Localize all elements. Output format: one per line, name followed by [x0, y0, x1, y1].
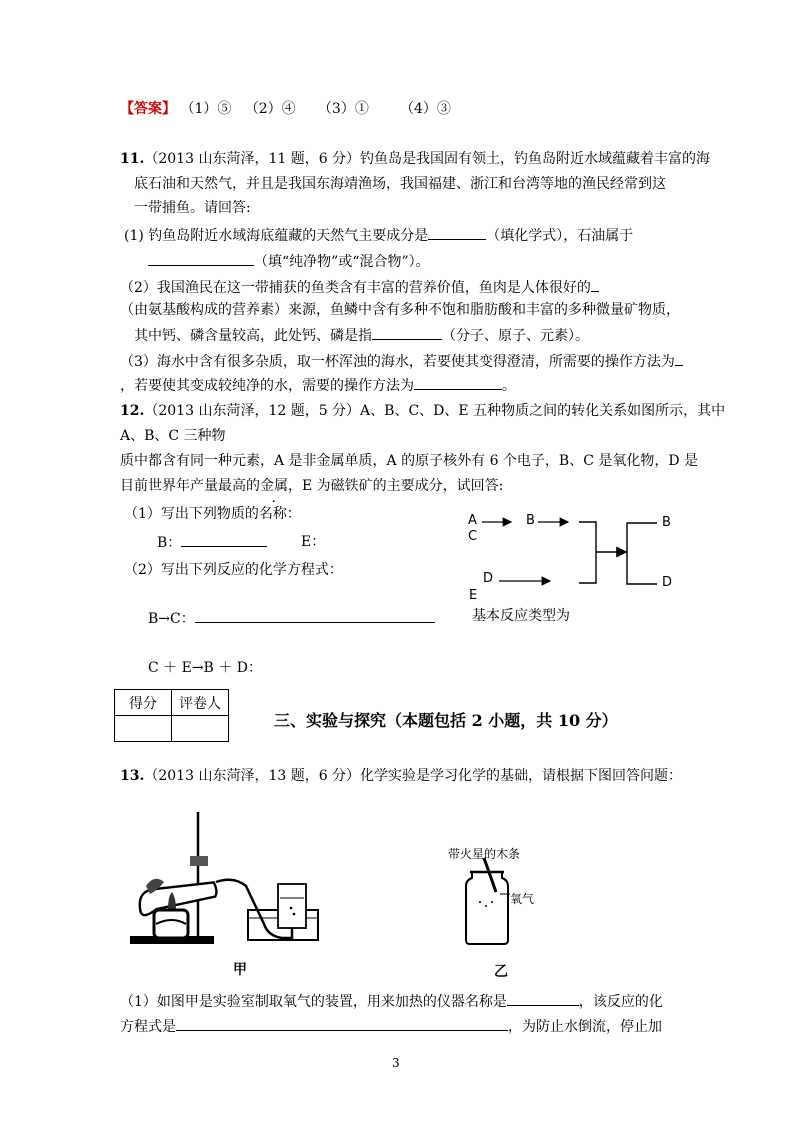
q13-part-1-text-d: ，为防止水倒流，停止加 [508, 1019, 662, 1035]
q12-line-4: 目前世界年产量最高的金属，E 为磁铁矿的主要成分，试回答: [120, 478, 504, 494]
q12-part-1-text-a: （1）写出下列物质的 [124, 506, 259, 522]
page-number: 3 [392, 1056, 400, 1070]
grader-header: 评卷人 [172, 690, 229, 716]
diagram-label-a: A [468, 513, 477, 528]
figure-yi-label: 乙 [494, 964, 508, 980]
q11-blank-5[interactable] [675, 351, 683, 366]
q13-blank-2[interactable] [176, 1016, 508, 1031]
q12-blank-bc[interactable] [195, 608, 435, 623]
q11-text-1: （2013 山东菏泽，11 题，6 分）钓鱼岛是我国固有领土，钓鱼岛附近水域蕴藏着丰富的海 [144, 151, 711, 167]
section-3-title: 三、实验与探究（本题包括 2 小题，共 10 分） [274, 711, 618, 730]
splint-label: 带火星的木条 [448, 847, 521, 861]
q11-part-3-line-1 [120, 351, 683, 372]
alcohol-lamp [154, 910, 188, 938]
q12-line-3: 质中都含有同一种元素，A 是非金属单质，A 的原子核外有 6 个电子，B、C 是氧化物，D 是 [120, 453, 699, 469]
q12-part-2: （2）写出下列反应的化学方程式： [124, 562, 343, 578]
diagram-label-d: D [483, 571, 494, 586]
q11-part-2-text-a: （2）我国渔民在这一带捕获的鱼类含有丰富的营养价值，鱼肉是人体很好的 [120, 280, 591, 296]
q12-part-1 [124, 504, 301, 524]
q13-part-1-line-1 [120, 991, 663, 1012]
q13-blank-1[interactable] [507, 991, 579, 1006]
q11-part-2-text-d: （分子、原子、元素）。 [442, 328, 589, 344]
answer-item-3: （3）① [317, 101, 369, 117]
score-cell[interactable] [115, 716, 172, 742]
q13-line-1 [120, 766, 682, 786]
q11-part-3-text-a: （3）海水中含有很多杂质，取一杯浑浊的海水，若要使其变得澄清，所需要的操作方法为 [120, 354, 675, 370]
bracket-right [627, 523, 657, 584]
q11-line-1 [120, 149, 710, 169]
clamp [190, 856, 208, 866]
q11-blank-2[interactable] [148, 251, 254, 266]
q12-e-label: E： [301, 534, 326, 550]
q11-blank-3[interactable] [591, 277, 599, 292]
q12-ce-line: C ＋ E→B ＋ D： [148, 660, 262, 676]
gas-jar [278, 884, 306, 928]
q11-line-2: 底石油和天然气，并且是我国东海靖渔场，我国福建、浙江和台湾等地的渔民经常到这 [134, 176, 666, 192]
grader-cell[interactable] [172, 716, 229, 742]
q12-line-2: A、B、C 三种物 [120, 428, 226, 444]
score-table [114, 689, 229, 742]
q12-part-1-text-c: ： [286, 506, 301, 522]
q12-line-1 [120, 401, 725, 421]
diagram-label-b-out: B [662, 515, 671, 530]
q12-part-1-emphasis: 名称 [258, 506, 287, 522]
q12-number: 12. [120, 403, 145, 419]
figure-jia-label: 甲 [233, 962, 247, 978]
q13-part-1-text-a: （1）如图甲是实验室制取氧气的装置，用来加热的仪器名称是 [120, 994, 507, 1010]
q13-part-1-text-b: ，该反应的化 [578, 994, 663, 1010]
bracket-left [579, 522, 596, 583]
q11-blank-4[interactable] [372, 325, 442, 340]
q11-number: 11. [120, 151, 145, 167]
q11-part-1-text-a: (1) 钓鱼岛附近水域海底蕴藏的天然气主要成分是 [124, 228, 429, 244]
q13-text-1: （2013 山东菏泽，13 题，6 分）化学实验是学习化学的基础，请根据下图回答问题： [144, 768, 683, 784]
answer-item-2: （2）④ [244, 101, 296, 117]
diagram-label-b: B [526, 513, 535, 528]
score-header: 得分 [115, 690, 172, 716]
answer-tag: 【答案】 [120, 101, 176, 117]
diagram-label-d-out: D [662, 575, 673, 590]
q11-part-3-line-2 [120, 375, 516, 396]
q12-reaction-type: 基本反应类型为 [472, 608, 570, 624]
oxygen-label: 氧气 [510, 892, 535, 906]
q11-part-2-line-2: （由氨基酸构成的营养素）来源，鱼鳞中含有多种不饱和脂肪酸和丰富的多种微量矿物质， [120, 302, 680, 318]
q11-part-3-text-b: ，若要使其变成较纯净的水，需要的操作方法为 [120, 378, 414, 394]
q12-b-line [157, 532, 267, 553]
q11-blank-1[interactable] [428, 225, 486, 240]
q13-part-1-text-c: 方程式是 [120, 1019, 176, 1035]
q11-part-1-line-1 [124, 225, 633, 246]
oxygen-test-figure [456, 858, 536, 948]
answer-item-4: （4）③ [400, 101, 451, 117]
q12-b-label: B： [157, 535, 182, 551]
gas-bottle [466, 872, 508, 944]
q11-part-2-text-c: 其中钙、磷含量较高，此处钙、磷是指 [134, 328, 372, 344]
q12-bc-line [148, 608, 435, 629]
q11-part-2-line-3 [134, 325, 589, 346]
q11-line-3: 一带捕鱼。请回答: [134, 200, 251, 216]
q13-part-1-line-2 [120, 1016, 662, 1037]
q11-blank-6[interactable] [414, 375, 502, 390]
diagram-label-c: C [468, 529, 478, 544]
q12-text-1: （2013 山东菏泽，12 题，5 分）A、B、C、D、E 五种物质之间的转化关系如图所示，其中 [144, 403, 726, 419]
diagram-label-e: E [469, 588, 478, 603]
q11-part-1-text-c: （填“纯净物”或“混合物”）。 [254, 254, 430, 270]
answer-item-1: （1）⑤ [180, 101, 232, 117]
q12-blank-b[interactable] [181, 532, 267, 547]
answer-line [120, 99, 451, 119]
q11-part-1-text-b: （填化学式），石油属于 [486, 228, 634, 244]
q11-part-1-line-2 [148, 251, 430, 272]
q12-bc-label: B→C： [148, 611, 195, 627]
q11-part-2-line-1 [120, 277, 599, 298]
q11-part-3-text-c: 。 [502, 378, 516, 394]
q13-number: 13. [120, 768, 145, 784]
apparatus-jia-figure [128, 812, 328, 952]
